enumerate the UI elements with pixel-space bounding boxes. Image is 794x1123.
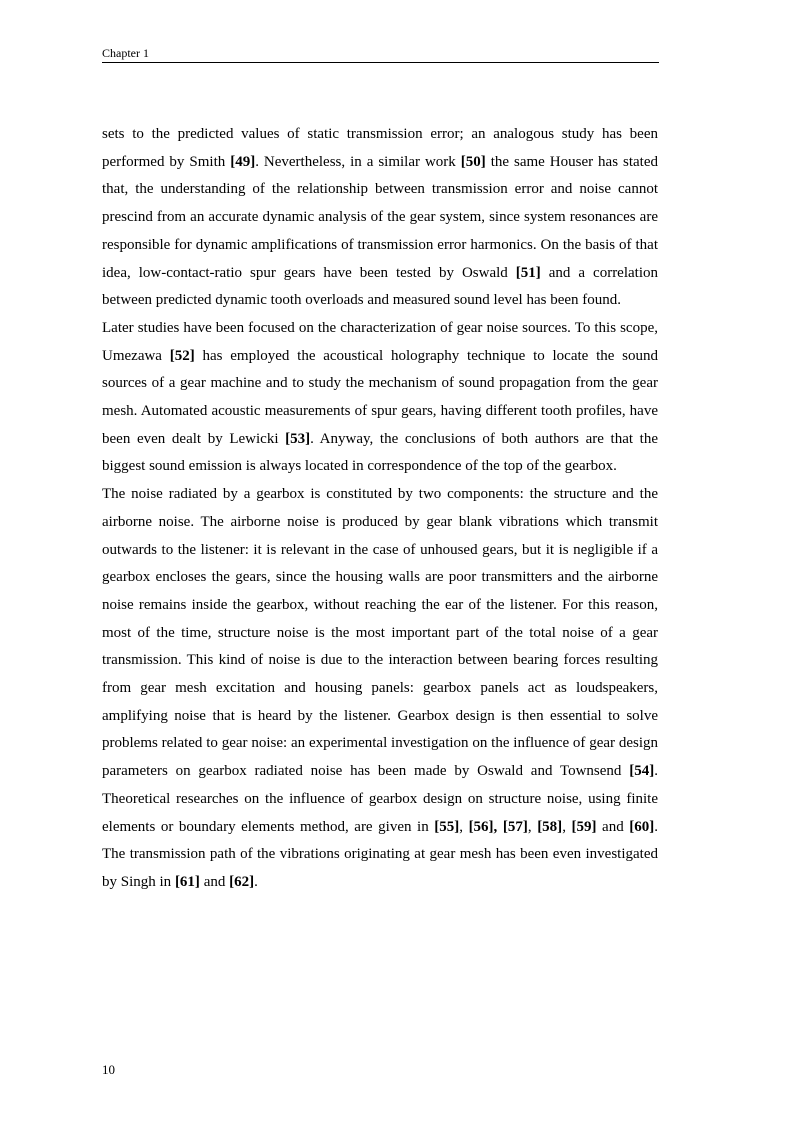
citation-ref: [51] (515, 264, 541, 281)
text-run: . Nevertheless, in a similar work (255, 153, 461, 170)
paragraph (102, 481, 658, 897)
paragraph (102, 121, 658, 315)
citation-ref: [58] (537, 818, 563, 835)
citation-ref: [59] (571, 818, 597, 835)
citation-ref: [61] (174, 873, 200, 890)
citation-ref: [52] (169, 347, 195, 364)
citation-ref: [60] (629, 818, 655, 835)
citation-ref: [49] (230, 153, 256, 170)
text-run: and (596, 818, 630, 835)
text-run: has employed the acoustical holography technique to locate the sound sources of a gear machine and to study the mechanism of sound propagation from the gear mesh. Automated acoustic measurements of spur gears, having different tooth profiles, have been even dealt by Lewicki (102, 347, 658, 447)
citation-ref: [53] (285, 430, 311, 447)
text-run: , (527, 818, 538, 835)
text-run: Later studies have been focused on the characterization of gear noise sources. To this scope, Umezawa (102, 319, 658, 364)
text-run: the same Houser has stated that, the understanding of the relationship between transmission error and noise cannot prescind from an accurate dynamic analysis of the gear system, since system resonances are responsible for dynamic amplifications of transmission error harmonics. On the basis of that idea, low-contact-ratio spur gears have been tested by Oswald (102, 153, 659, 281)
text-run: The noise radiated by a gearbox is constituted by two components: the structure and the airborne noise. The airborne noise is produced by gear blank vibrations which transmit outwards to the listener: it is relevant in the case of unhoused gears, but it is negligible if a gearbox encloses the gears, since the housing walls are poor transmitters and the airborne noise remains inside the gearbox, without reaching the ear of the listener. For this reason, most of the time, structure noise is the most important part of the total noise of a gear transmission. This kind of noise is due to the interaction between bearing forces resulting from gear mesh excitation and housing panels: gearbox panels act as loudspeakers, amplifying noise that is heard by the listener. Gearbox design is then essential to solve problems related to gear noise: an experimental investigation on the influence of gear design parameters on gearbox radiated noise has been made by Oswald and Townsend (102, 486, 658, 780)
page-number: 10 (102, 1062, 115, 1077)
text-run: . Theoretical researches on the influence of gearbox design on structure noise, using finite elements or boundary elements method, are given in (102, 763, 658, 835)
page-header (102, 46, 659, 63)
chapter-title: Chapter 1 (102, 46, 149, 60)
text-run: , (459, 818, 469, 835)
citation-ref: [54] (629, 763, 655, 780)
text-run: . The transmission path of the vibrations originating at gear mesh has been even investigated by Singh in (102, 818, 659, 890)
citation-ref: [50] (460, 153, 486, 170)
citation-ref: [57] (502, 818, 528, 835)
text-run: , (562, 818, 572, 835)
text-run: and (199, 873, 230, 890)
text-run: sets to the predicted values of static transmission error; an analogous study has been performed by Smith (102, 126, 658, 170)
text-run: . (254, 873, 258, 890)
paragraph (102, 315, 658, 481)
citation-ref: [56], (468, 818, 498, 835)
citation-ref: [55] (434, 818, 460, 835)
citation-ref: [62] (229, 873, 255, 890)
text-run: and a correlation between predicted dynamic tooth overloads and measured sound level has been found. (102, 264, 659, 309)
text-run: . Anyway, the conclusions of both authors are that the biggest sound emission is always located in correspondence of the top of the gearbox. (102, 430, 658, 475)
body-text (102, 121, 658, 897)
